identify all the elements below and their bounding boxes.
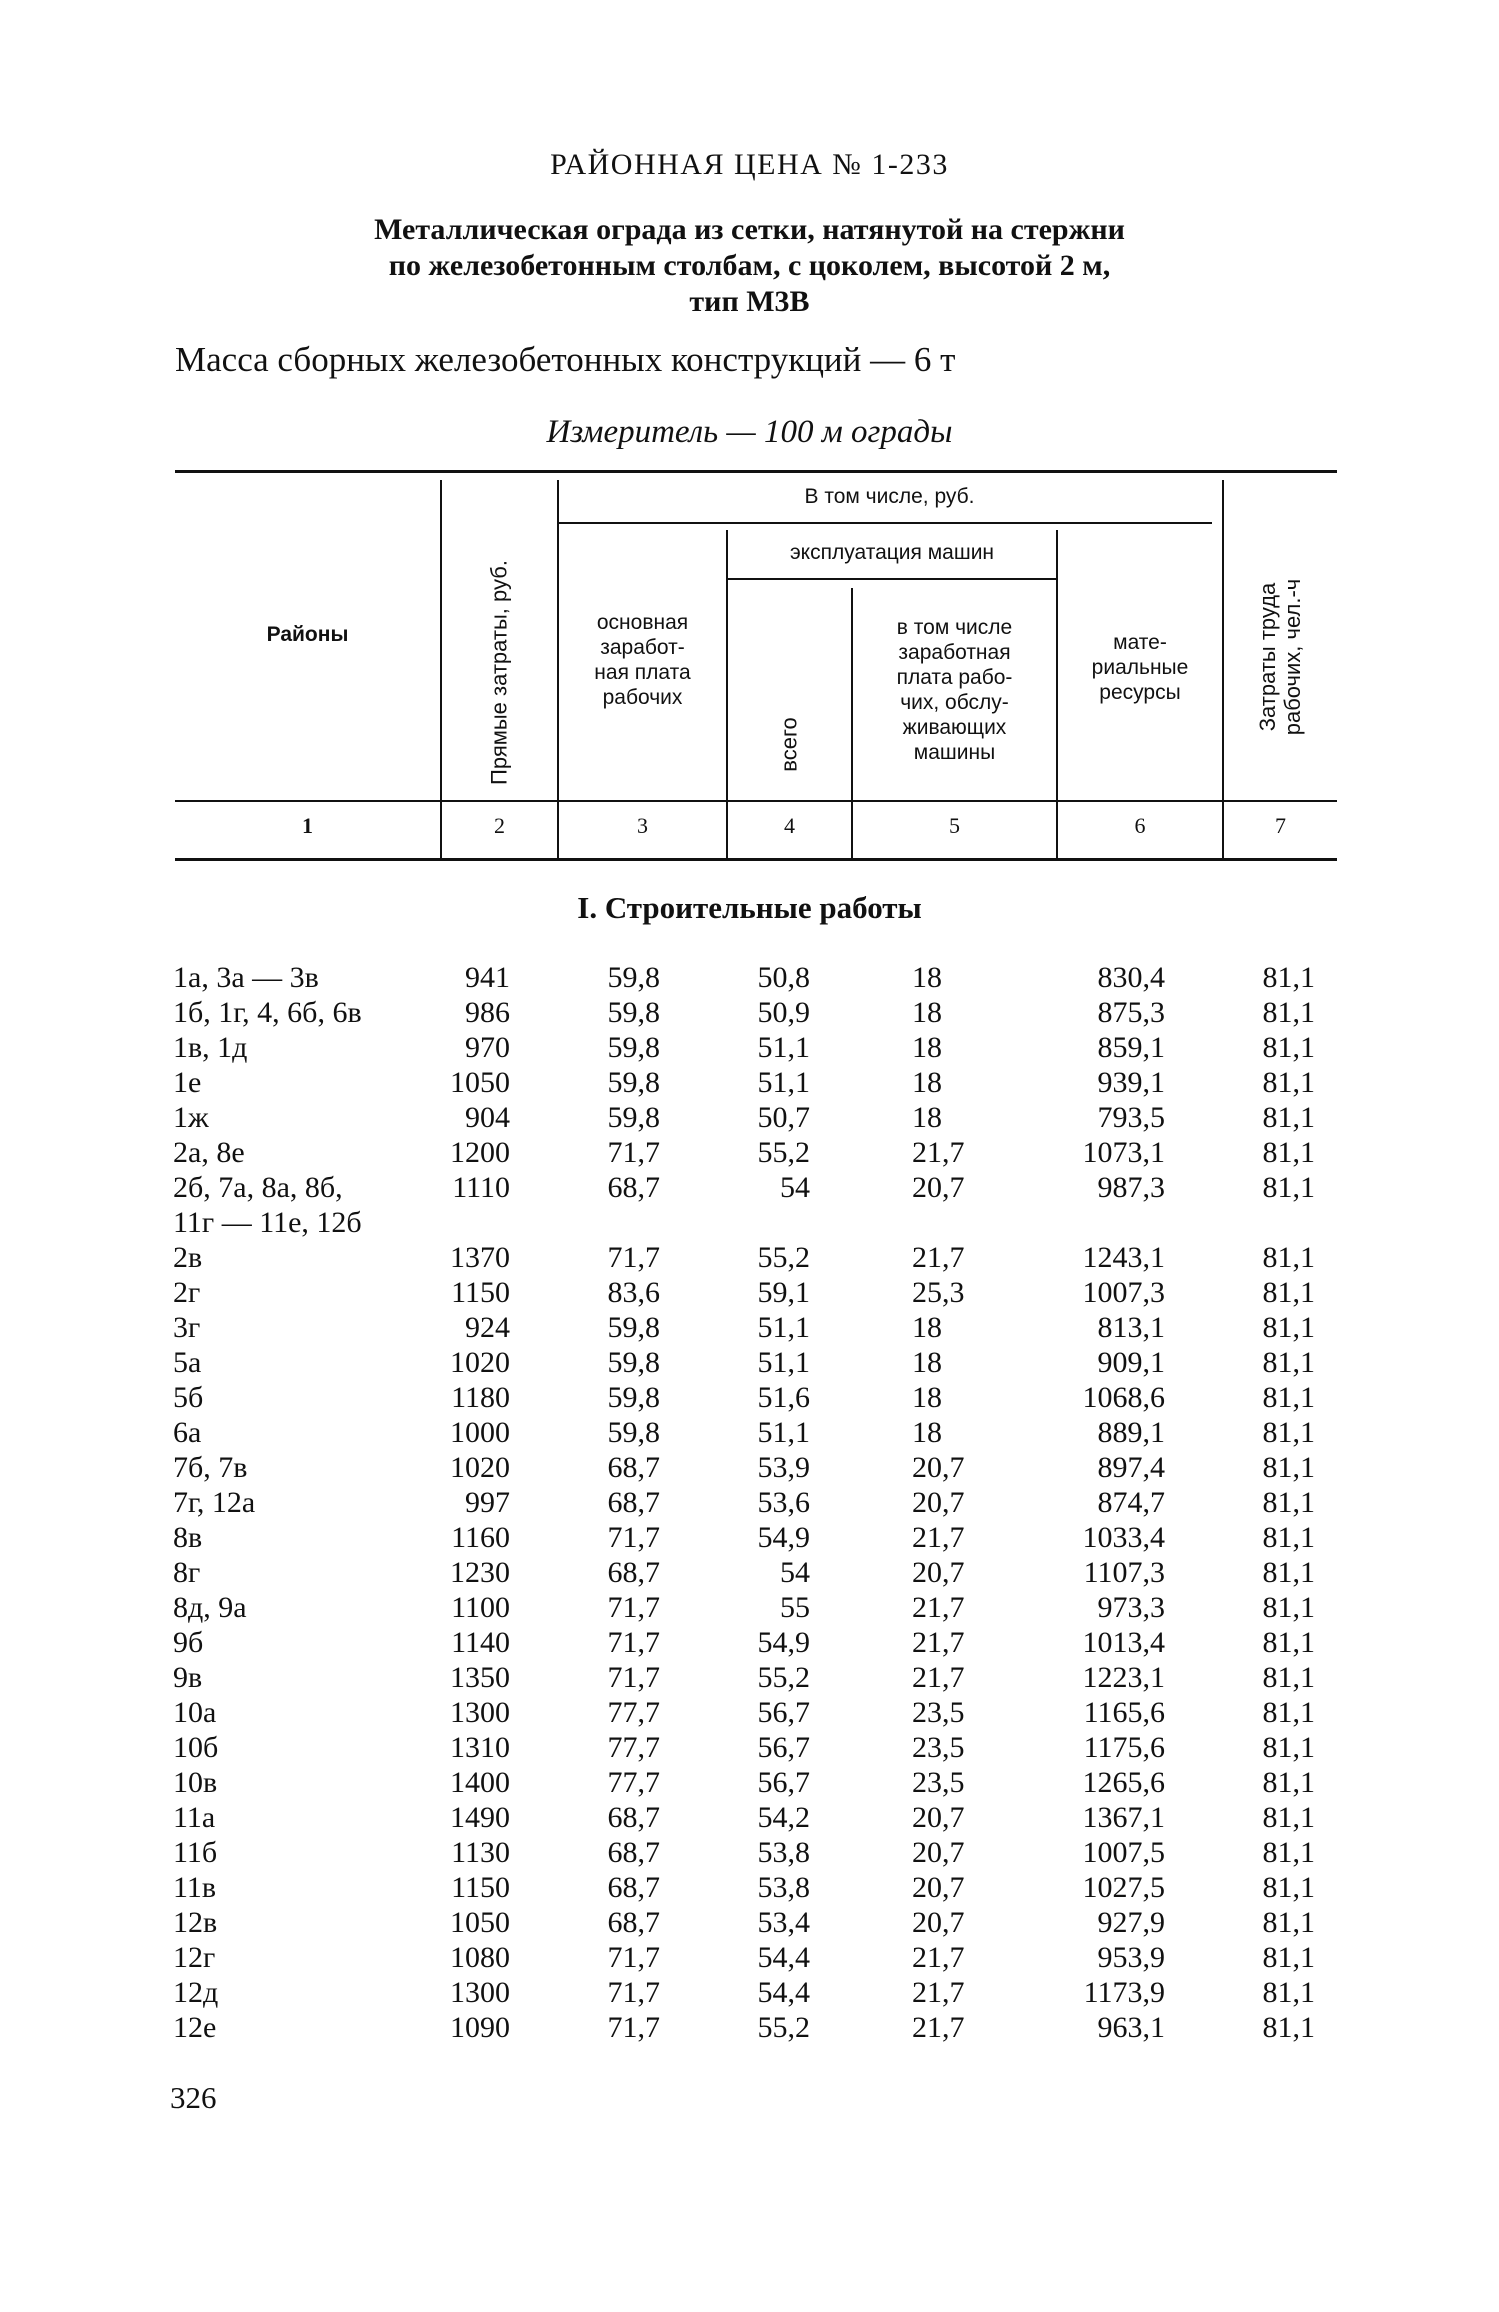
materials-cell: 909,1 <box>1097 1346 1165 1379</box>
materials-cell: 889,1 <box>1097 1416 1165 1449</box>
machines-wages-cell: 23,5 <box>912 1696 965 1729</box>
region-cell: 8в <box>173 1521 203 1554</box>
materials-cell: 1165,6 <box>1083 1696 1165 1729</box>
table-row <box>0 1380 1499 1415</box>
wages-cell: 68,7 <box>607 1836 660 1869</box>
table-row <box>0 1765 1499 1800</box>
materials-cell: 1007,5 <box>1082 1836 1165 1869</box>
wages-cell: 71,7 <box>607 1136 660 1169</box>
labor-cell: 81,1 <box>1262 1521 1315 1554</box>
machines-wages-cell: 25,3 <box>912 1276 965 1309</box>
header-including: В том числе, руб. <box>804 485 975 508</box>
direct-cost-cell: 1370 <box>450 1241 510 1274</box>
wages-cell: 68,7 <box>607 1556 660 1589</box>
table-row <box>0 995 1499 1030</box>
direct-cost-cell: 941 <box>465 961 510 994</box>
machines-wages-cell: 21,7 <box>912 2011 965 2044</box>
table-header <box>175 470 1337 860</box>
region-cell: 11в <box>173 1871 217 1904</box>
machines-wages-cell: 20,7 <box>912 1556 965 1589</box>
wages-cell: 77,7 <box>607 1766 660 1799</box>
machines-wages-cell: 20,7 <box>912 1906 965 1939</box>
table-row <box>0 1135 1499 1170</box>
labor-cell: 81,1 <box>1262 1661 1315 1694</box>
machines-total-cell: 56,7 <box>757 1766 810 1799</box>
machines-wages-cell: 20,7 <box>912 1836 965 1869</box>
numbers-bottom-rule <box>175 858 1337 861</box>
region-cell: 8г <box>173 1556 201 1589</box>
col-number: 5 <box>949 813 960 838</box>
table-row <box>0 1625 1499 1660</box>
labor-cell: 81,1 <box>1262 1836 1315 1869</box>
direct-cost-cell: 1000 <box>450 1416 510 1449</box>
wages-cell: 71,7 <box>607 1976 660 2009</box>
machines-total-cell: 54 <box>780 1556 810 1589</box>
price-subtitle <box>0 212 1499 320</box>
machines-rule <box>726 578 1056 580</box>
table-row <box>0 1415 1499 1450</box>
machines-total-cell: 51,1 <box>757 1346 810 1379</box>
subtitle-line: по железобетонным столбам, с цоколем, высотой 2 м, <box>388 249 1111 282</box>
machines-total-cell: 53,9 <box>757 1451 810 1484</box>
materials-cell: 927,9 <box>1097 1906 1165 1939</box>
machines-total-cell: 50,9 <box>757 996 810 1029</box>
materials-cell: 875,3 <box>1097 996 1165 1029</box>
labor-cell: 81,1 <box>1262 996 1315 1029</box>
labor-cell: 81,1 <box>1262 1311 1315 1344</box>
wages-cell: 77,7 <box>607 1696 660 1729</box>
labor-cell: 81,1 <box>1262 1101 1315 1134</box>
machines-wages-cell: 18 <box>912 1346 942 1379</box>
region-cell: 1ж <box>173 1101 209 1134</box>
table-row <box>0 1520 1499 1555</box>
wages-cell: 83,6 <box>607 1276 660 1309</box>
labor-cell: 81,1 <box>1262 1451 1315 1484</box>
wages-cell: 71,7 <box>607 1241 660 1274</box>
col-rule <box>440 480 442 860</box>
region-cell: 11б <box>173 1836 218 1869</box>
machines-wages-cell: 18 <box>912 1311 942 1344</box>
direct-cost-cell: 1160 <box>451 1521 510 1554</box>
col-number: 7 <box>1275 813 1286 838</box>
table-row <box>0 1695 1499 1730</box>
wages-cell: 59,8 <box>607 961 660 994</box>
mass-line: Масса сборных железобетонных конструкций — 6 т <box>175 340 956 379</box>
region-cell: 7г, 12а <box>173 1486 256 1519</box>
labor-cell: 81,1 <box>1262 1486 1315 1519</box>
machines-wages-cell: 21,7 <box>912 1591 965 1624</box>
subtitle-line: Металлическая ограда из сетки, натянутой на стержни <box>374 213 1125 246</box>
materials-cell: 1107,3 <box>1083 1556 1165 1589</box>
labor-cell: 81,1 <box>1262 1696 1315 1729</box>
section-title: I. Строительные работы <box>577 890 922 925</box>
header-machines-total: всего <box>776 717 802 772</box>
labor-cell: 81,1 <box>1262 1381 1315 1414</box>
region-cell: 10а <box>173 1696 217 1729</box>
wages-cell: 68,7 <box>607 1171 660 1204</box>
wages-cell: 59,8 <box>607 1101 660 1134</box>
machines-wages-cell: 20,7 <box>912 1451 965 1484</box>
table-row <box>0 2010 1499 2045</box>
materials-cell: 1175,6 <box>1083 1731 1165 1764</box>
header-labor: Затраты труда рабочих, чел.-ч <box>1255 578 1305 736</box>
region-cell: 8д, 9а <box>173 1591 247 1624</box>
table-row <box>0 1485 1499 1520</box>
wages-cell: 59,8 <box>607 1311 660 1344</box>
header-machines: эксплуатация машин <box>789 541 995 564</box>
machines-wages-cell: 21,7 <box>912 1136 965 1169</box>
table-row <box>0 1450 1499 1485</box>
direct-cost-cell: 986 <box>465 996 510 1029</box>
col-rule <box>726 530 728 860</box>
machines-wages-cell: 18 <box>912 1416 942 1449</box>
labor-cell: 81,1 <box>1262 1626 1315 1659</box>
labor-cell: 81,1 <box>1262 1871 1315 1904</box>
labor-cell: 81,1 <box>1262 1066 1315 1099</box>
direct-cost-cell: 1140 <box>451 1626 510 1659</box>
direct-cost-cell: 970 <box>465 1031 510 1064</box>
wages-cell: 71,7 <box>607 1941 660 1974</box>
labor-cell: 81,1 <box>1262 1171 1315 1204</box>
direct-cost-cell: 1400 <box>450 1766 510 1799</box>
labor-cell: 81,1 <box>1262 1591 1315 1624</box>
table-row <box>0 1660 1499 1695</box>
region-cell: 2а, 8е <box>173 1136 245 1169</box>
materials-cell: 987,3 <box>1097 1171 1165 1204</box>
labor-cell: 81,1 <box>1262 1276 1315 1309</box>
table-row <box>0 1170 1499 1240</box>
wages-cell: 59,8 <box>607 1346 660 1379</box>
region-cell: 5а <box>173 1346 202 1379</box>
direct-cost-cell: 1350 <box>450 1661 510 1694</box>
table-row <box>0 1835 1499 1870</box>
machines-wages-cell: 21,7 <box>912 1241 965 1274</box>
machines-total-cell: 54,9 <box>757 1626 810 1659</box>
region-cell: 9в <box>173 1661 203 1694</box>
header-materials: мате- риальные ресурсы <box>1091 631 1189 704</box>
materials-cell: 1223,1 <box>1082 1661 1165 1694</box>
materials-cell: 1367,1 <box>1082 1801 1165 1834</box>
materials-cell: 953,9 <box>1097 1941 1165 1974</box>
machines-total-cell: 54,9 <box>757 1521 810 1554</box>
table-row <box>0 1940 1499 1975</box>
direct-cost-cell: 1230 <box>450 1556 510 1589</box>
region-cell: 1б, 1г, 4, 6б, 6в <box>173 996 362 1029</box>
table-row <box>0 1590 1499 1625</box>
machines-total-cell: 53,4 <box>757 1906 810 1939</box>
region-cell: 6а <box>173 1416 202 1449</box>
wages-cell: 68,7 <box>607 1486 660 1519</box>
direct-cost-cell: 1110 <box>452 1171 510 1204</box>
labor-cell: 81,1 <box>1262 1416 1315 1449</box>
header-wages: основная заработ- ная плата рабочих <box>594 611 691 709</box>
materials-cell: 963,1 <box>1097 2011 1165 2044</box>
machines-total-cell: 51,6 <box>757 1381 810 1414</box>
labor-cell: 81,1 <box>1262 1906 1315 1939</box>
region-cell: 12д <box>173 1976 219 2009</box>
table-row <box>0 1800 1499 1835</box>
machines-total-cell: 55,2 <box>757 1136 810 1169</box>
wages-cell: 71,7 <box>607 1521 660 1554</box>
machines-wages-cell: 18 <box>912 1381 942 1414</box>
header-bottom-rule <box>175 800 1337 802</box>
materials-cell: 1265,6 <box>1082 1766 1165 1799</box>
machines-wages-cell: 21,7 <box>912 1941 965 1974</box>
wages-cell: 59,8 <box>607 1381 660 1414</box>
region-cell: 10б <box>173 1731 219 1764</box>
machines-total-cell: 53,8 <box>757 1836 810 1869</box>
direct-cost-cell: 1180 <box>451 1381 510 1414</box>
wages-cell: 68,7 <box>607 1871 660 1904</box>
table-row <box>0 1065 1499 1100</box>
direct-cost-cell: 1050 <box>450 1906 510 1939</box>
machines-wages-cell: 18 <box>912 1066 942 1099</box>
col-number: 1 <box>302 813 313 838</box>
machines-total-cell: 56,7 <box>757 1731 810 1764</box>
machines-wages-cell: 18 <box>912 1101 942 1134</box>
machines-wages-cell: 21,7 <box>912 1626 965 1659</box>
page-number: 326 <box>170 2080 217 2115</box>
materials-cell: 1007,3 <box>1082 1276 1165 1309</box>
data-table-body <box>0 960 1499 2045</box>
machines-total-cell: 55 <box>780 1591 810 1624</box>
direct-cost-cell: 997 <box>465 1486 510 1519</box>
region-cell: 9б <box>173 1626 204 1659</box>
machines-total-cell: 54,4 <box>757 1941 810 1974</box>
wages-cell: 59,8 <box>607 1031 660 1064</box>
machines-wages-cell: 20,7 <box>912 1171 965 1204</box>
machines-total-cell: 59,1 <box>757 1276 810 1309</box>
materials-cell: 813,1 <box>1097 1311 1165 1344</box>
direct-cost-cell: 1490 <box>450 1801 510 1834</box>
wages-cell: 71,7 <box>607 1591 660 1624</box>
wages-cell: 71,7 <box>607 1626 660 1659</box>
table-row <box>0 1975 1499 2010</box>
machines-total-cell: 54,2 <box>757 1801 810 1834</box>
table-row <box>0 1100 1499 1135</box>
including-rule <box>557 522 1212 524</box>
region-cell: 12г <box>173 1941 216 1974</box>
labor-cell: 81,1 <box>1262 1346 1315 1379</box>
machines-total-cell: 50,7 <box>757 1101 810 1134</box>
header-regions: Районы <box>266 623 349 646</box>
region-cell: 10в <box>173 1766 218 1799</box>
direct-cost-cell: 1090 <box>450 2011 510 2044</box>
machines-wages-cell: 21,7 <box>912 1661 965 1694</box>
region-cell: 11а <box>173 1801 216 1834</box>
machines-total-cell: 51,1 <box>757 1416 810 1449</box>
machines-total-cell: 53,6 <box>757 1486 810 1519</box>
col-number: 6 <box>1134 813 1146 838</box>
price-title: РАЙОННАЯ ЦЕНА № 1-233 <box>550 148 949 181</box>
region-cell: 12е <box>173 2011 217 2044</box>
materials-cell: 1068,6 <box>1082 1381 1165 1414</box>
direct-cost-cell: 904 <box>465 1101 510 1134</box>
table-row <box>0 1310 1499 1345</box>
table-row <box>0 1030 1499 1065</box>
materials-cell: 859,1 <box>1097 1031 1165 1064</box>
table-row <box>0 1730 1499 1765</box>
region-cell: 1е <box>173 1066 202 1099</box>
direct-cost-cell: 1080 <box>450 1941 510 1974</box>
materials-cell: 973,3 <box>1097 1591 1165 1624</box>
direct-cost-cell: 1200 <box>450 1136 510 1169</box>
region-cell: 1в, 1д <box>173 1031 248 1064</box>
machines-total-cell: 56,7 <box>757 1696 810 1729</box>
region-cell: 2б, 7а, 8а, 8б, <box>173 1171 343 1204</box>
labor-cell: 81,1 <box>1262 1136 1315 1169</box>
machines-total-cell: 53,8 <box>757 1871 810 1904</box>
region-cell: 5б <box>173 1381 204 1414</box>
region-cell: 2г <box>173 1276 201 1309</box>
direct-cost-cell: 924 <box>465 1311 510 1344</box>
machines-total-cell: 55,2 <box>757 2011 810 2044</box>
direct-cost-cell: 1100 <box>451 1591 510 1624</box>
header-machines-wages: в том числе заработная плата рабо- чих, обслу- живающих машины <box>896 616 1013 764</box>
col-rule <box>1222 480 1224 860</box>
labor-cell: 81,1 <box>1262 1031 1315 1064</box>
machines-total-cell: 51,1 <box>757 1066 810 1099</box>
machines-wages-cell: 18 <box>912 996 942 1029</box>
direct-cost-cell: 1300 <box>450 1696 510 1729</box>
materials-cell: 1013,4 <box>1082 1626 1165 1659</box>
machines-total-cell: 55,2 <box>757 1661 810 1694</box>
wages-cell: 68,7 <box>607 1451 660 1484</box>
labor-cell: 81,1 <box>1262 961 1315 994</box>
machines-wages-cell: 18 <box>912 961 942 994</box>
direct-cost-cell: 1020 <box>450 1346 510 1379</box>
table-row <box>0 1345 1499 1380</box>
subtitle-line: тип М3В <box>689 285 810 318</box>
header-direct-costs: Прямые затраты, руб. <box>486 560 512 785</box>
direct-cost-cell: 1300 <box>450 1976 510 2009</box>
wages-cell: 68,7 <box>607 1801 660 1834</box>
wages-cell: 68,7 <box>607 1906 660 1939</box>
materials-cell: 793,5 <box>1097 1101 1165 1134</box>
materials-cell: 1173,9 <box>1083 1976 1165 2009</box>
region-cell: 12в <box>173 1906 218 1939</box>
direct-cost-cell: 1150 <box>451 1276 510 1309</box>
machines-total-cell: 54 <box>780 1171 810 1204</box>
machines-wages-cell: 21,7 <box>912 1976 965 2009</box>
wages-cell: 59,8 <box>607 1066 660 1099</box>
machines-wages-cell: 21,7 <box>912 1521 965 1554</box>
wages-cell: 71,7 <box>607 1661 660 1694</box>
table-row <box>0 1555 1499 1590</box>
table-row <box>0 960 1499 995</box>
labor-cell: 81,1 <box>1262 1241 1315 1274</box>
machines-wages-cell: 23,5 <box>912 1731 965 1764</box>
machines-wages-cell: 20,7 <box>912 1801 965 1834</box>
labor-cell: 81,1 <box>1262 1941 1315 1974</box>
direct-cost-cell: 1130 <box>451 1836 510 1869</box>
table-row <box>0 1905 1499 1940</box>
labor-cell: 81,1 <box>1262 1556 1315 1589</box>
materials-cell: 1027,5 <box>1082 1871 1165 1904</box>
machines-total-cell: 55,2 <box>757 1241 810 1274</box>
materials-cell: 1033,4 <box>1082 1521 1165 1554</box>
machines-wages-cell: 23,5 <box>912 1766 965 1799</box>
machines-wages-cell: 20,7 <box>912 1486 965 1519</box>
materials-cell: 939,1 <box>1097 1066 1165 1099</box>
materials-cell: 830,4 <box>1097 961 1165 994</box>
table-row <box>0 1275 1499 1310</box>
direct-cost-cell: 1310 <box>450 1731 510 1764</box>
wages-cell: 59,8 <box>607 996 660 1029</box>
region-cell: 3г <box>173 1311 201 1344</box>
labor-cell: 81,1 <box>1262 1801 1315 1834</box>
labor-cell: 81,1 <box>1262 1766 1315 1799</box>
materials-cell: 1073,1 <box>1082 1136 1165 1169</box>
wages-cell: 77,7 <box>607 1731 660 1764</box>
materials-cell: 1243,1 <box>1082 1241 1165 1274</box>
col-number: 3 <box>637 813 648 838</box>
table-row <box>0 1240 1499 1275</box>
machines-total-cell: 51,1 <box>757 1031 810 1064</box>
labor-cell: 81,1 <box>1262 2011 1315 2044</box>
col-number: 4 <box>784 813 795 838</box>
machines-total-cell: 51,1 <box>757 1311 810 1344</box>
region-cell-continued: 11г — 11е, 12б <box>173 1206 362 1239</box>
table-row <box>0 1870 1499 1905</box>
region-cell: 7б, 7в <box>173 1451 248 1484</box>
materials-cell: 897,4 <box>1097 1451 1165 1484</box>
direct-cost-cell: 1020 <box>450 1451 510 1484</box>
materials-cell: 874,7 <box>1097 1486 1165 1519</box>
machines-total-cell: 50,8 <box>757 961 810 994</box>
region-cell: 1а, 3а — 3в <box>173 961 319 994</box>
wages-cell: 59,8 <box>607 1416 660 1449</box>
labor-cell: 81,1 <box>1262 1976 1315 2009</box>
col-number: 2 <box>494 813 505 838</box>
machines-wages-cell: 18 <box>912 1031 942 1064</box>
direct-cost-cell: 1050 <box>450 1066 510 1099</box>
direct-cost-cell: 1150 <box>451 1871 510 1904</box>
measure-line: Измеритель — 100 м ограды <box>546 414 953 450</box>
labor-cell: 81,1 <box>1262 1731 1315 1764</box>
region-cell: 2в <box>173 1241 203 1274</box>
header-top-rule <box>175 470 1337 473</box>
machines-wages-cell: 20,7 <box>912 1871 965 1904</box>
machines-total-cell: 54,4 <box>757 1976 810 2009</box>
wages-cell: 71,7 <box>607 2011 660 2044</box>
